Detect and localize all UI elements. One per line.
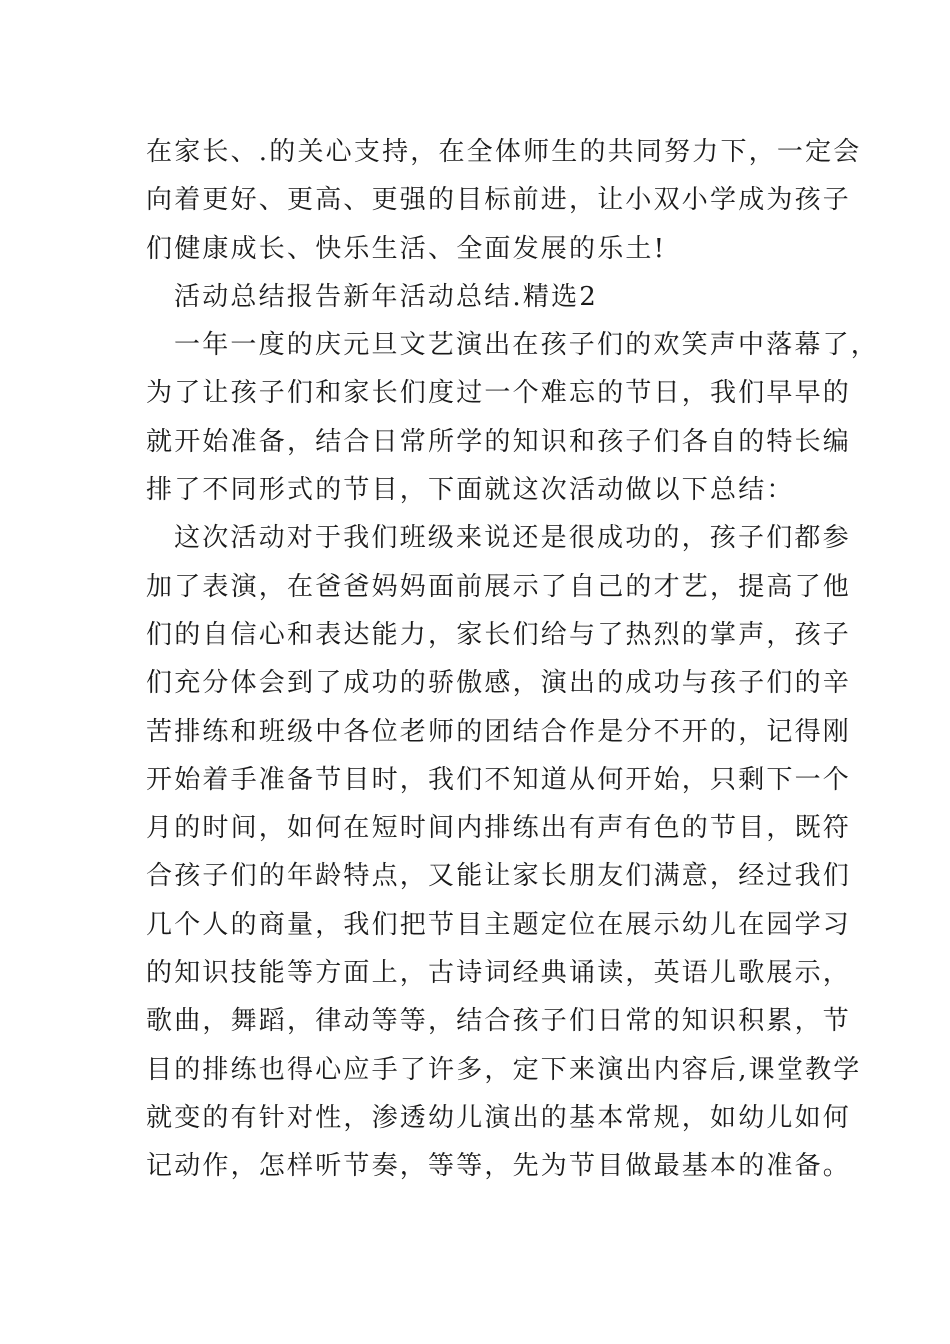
text-line: 们健康成长、快乐生活、全面发展的乐土! [146, 233, 667, 264]
section-heading: 活动总结报告新年活动总结.精选2 [174, 281, 599, 312]
text-line: 苦排练和班级中各位老师的团结合作是分不开的，记得刚 [146, 716, 852, 747]
text-line: 加了表演，在爸爸妈妈面前展示了自己的才艺，提高了他 [146, 571, 852, 602]
text-line: 几个人的商量，我们把节目主题定位在展示幼儿在园学习 [146, 909, 852, 940]
text-line: 歌曲，舞蹈，律动等等，结合孩子们日常的知识积累，节 [146, 1006, 852, 1037]
text-line: 们充分体会到了成功的骄傲感，演出的成功与孩子们的辛 [146, 668, 852, 699]
text-line: 在家长、.的关心支持，在全体师生的共同努力下，一定会 [146, 137, 862, 167]
text-line: 就开始准备，结合日常所学的知识和孩子们各自的特长编 [146, 426, 852, 457]
text-line: 开始着手准备节目时，我们不知道从何开始，只剩下一个 [146, 764, 852, 795]
document-body [146, 128, 880, 1191]
text-line: 向着更好、更高、更强的目标前进，让小双小学成为孩子 [146, 185, 852, 216]
text-line: 就变的有针对性，渗透幼儿演出的基本常规，如幼儿如何 [146, 1102, 852, 1133]
text-line: 月的时间，如何在短时间内排练出有声有色的节目，既符 [146, 813, 852, 844]
text-line: 合孩子们的年龄特点，又能让家长朋友们满意，经过我们 [146, 861, 852, 892]
text-line: 记动作，怎样听节奏，等等，先为节目做最基本的准备。 [146, 1151, 852, 1182]
text-line: 这次活动对于我们班级来说还是很成功的，孩子们都参 [174, 523, 851, 554]
text-line: 的知识技能等方面上，古诗词经典诵读，英语儿歌展示， [146, 958, 852, 989]
text-line: 们的自信心和表达能力，家长们给与了热烈的掌声，孩子 [146, 619, 852, 650]
text-line: 为了让孩子们和家长们度过一个难忘的节日，我们早早的 [146, 378, 852, 409]
text-line: 目的排练也得心应手了许多，定下来演出内容后,课堂教学 [146, 1054, 862, 1085]
text-line: 排了不同形式的节目，下面就这次活动做以下总结： [146, 475, 795, 506]
text-line: 一年一度的庆元旦文艺演出在孩子们的欢笑声中落幕了， [174, 330, 880, 361]
